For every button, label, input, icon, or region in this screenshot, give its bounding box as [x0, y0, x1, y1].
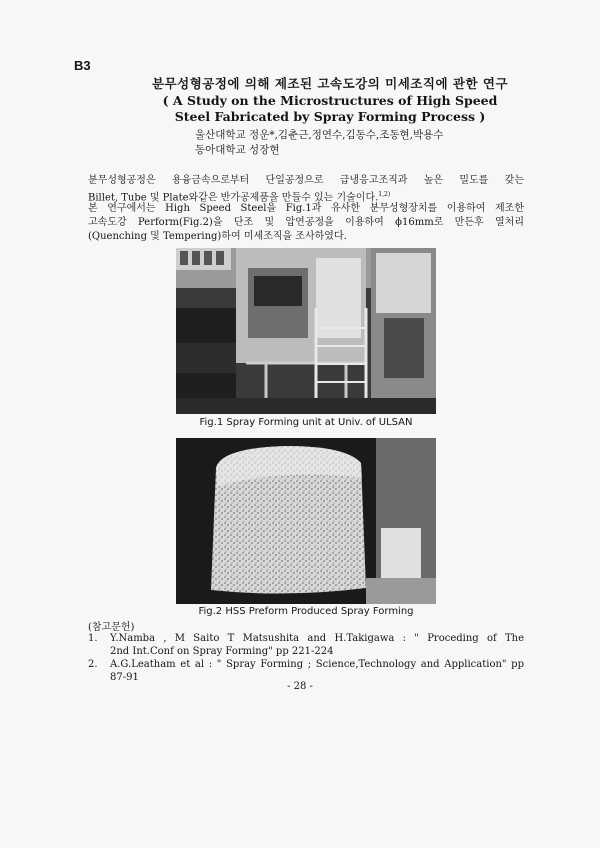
reference-text: Y.Namba , M Saito T Matsushita and H.Takigawa : " Proceding of The	[110, 633, 524, 644]
reference-text-continued: 2nd Int.Conf on Spray Forming" pp 221-224	[110, 646, 334, 657]
reference-marker: 1,2)	[378, 191, 391, 198]
title-korean: 분무성형공정에 의해 제조된 고속도강의 미세조직에 관한 연구	[151, 76, 509, 91]
reference-item	[88, 632, 524, 658]
body-p1-line1: 분무성형공정은 용융금속으로부터 단일공정으로 급냉응고조직과 높은 밀도를 갖는	[88, 175, 525, 186]
body-p2-line1: 본 연구에서는 High Speed Steel을 Fig.1과 유사한 분무성형장치를 이용하여 제조한	[88, 203, 524, 214]
body-p2-line3: (Quenching 및 Tempering)하여 미세조직을 조사하였다.	[88, 231, 347, 242]
figure-2-caption: Fig.2 HSS Preform Produced Spray Forming	[198, 606, 414, 617]
figure-1-caption: Fig.1 Spray Forming unit at Univ. of ULSAN	[199, 417, 413, 428]
affiliation-2: 동아대학교 성장현	[195, 144, 280, 156]
reference-number: 2.	[88, 659, 98, 670]
figure-1-photo	[176, 248, 436, 414]
reference-text-continued: 87-91	[110, 672, 139, 683]
reference-text: A.G.Leatham et al : " Spray Forming ; Science,Technology and Application" pp	[110, 659, 524, 670]
body-p2-line2: 고속도강 Perform(Fig.2)을 단조 및 압연공정을 이용하여 ϕ16mm로 만든후 열처리	[88, 217, 524, 228]
references-heading: (참고문헌)	[88, 622, 135, 633]
section-code: B3	[74, 58, 91, 73]
title-english-line-1: ( A Study on the Microstructures of High Speed	[162, 93, 498, 108]
page-number: - 28 -	[287, 681, 313, 692]
title-english-line-2: Steel Fabricated by Spray Forming Process )	[174, 109, 486, 124]
figure-2-photo	[176, 438, 436, 604]
body-p1-line2-text: Billet, Tube 및 Plate와같은 반가공제품을 만들수 있는 기술이다.	[88, 192, 379, 204]
reference-number: 1.	[88, 633, 98, 644]
affiliation-1: 울산대학교 정운*,김춘근,정연수,김동수,조동현,박용수	[195, 129, 444, 141]
